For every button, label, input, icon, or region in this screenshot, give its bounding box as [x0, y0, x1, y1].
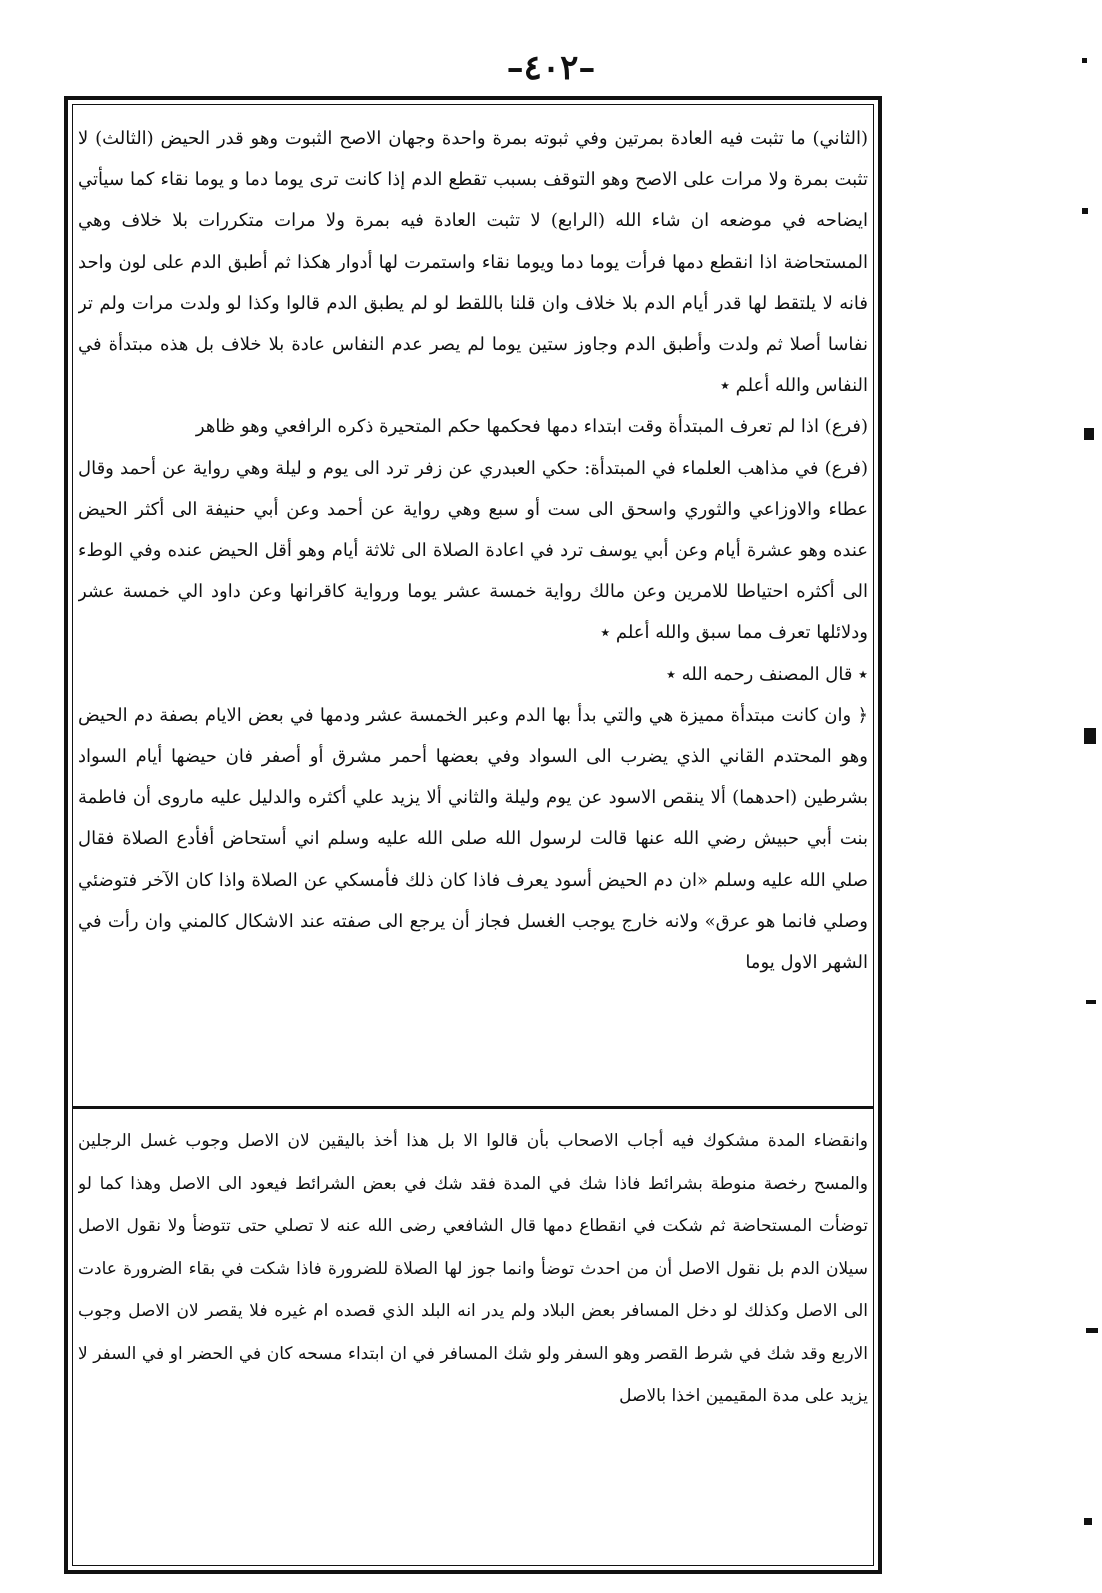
scan-speck [1086, 1328, 1098, 1333]
main-text-block [78, 118, 868, 1108]
scan-speck [1084, 428, 1094, 440]
scan-speck [1082, 58, 1087, 63]
scan-speck [1084, 1518, 1092, 1525]
scan-speck [1084, 728, 1096, 744]
main-paragraph-5: ﴿ وان كانت مبتدأة مميزة هي والتي بدأ بها الدم وعبر الخمسة عشر ودمها في بعض الايام بصفة دم الحيض وهو المحتدم القاني الذي يضرب الى السواد وفي بعضها أحمر مشرق أو أصفر فان حيضها أيام السواد بشرطين (احدهما) ألا ينقص الاسود عن يوم وليلة والثاني ألا يزيد علي أكثره والدليل عليه ماروى أن فاطمة بنت أبي حبيش رضي الله عنها قالت لرسول الله صلى الله عليه وسلم اني أستحاض أفأدع الصلاة فقال صلي الله عليه وسلم «ان دم الحيض أسود يعرف فاذا كان ذلك فأمسكي عن الصلاة واذا كان الآخر فتوضئي وصلي فانما هو عرق» ولانه خارج يوجب الغسل فجاز أن يرجع الى صفته عند الاشكال كالمني وان رأت في الشهر الاول يوما [78, 704, 868, 974]
section-divider [72, 1106, 874, 1109]
scan-speck [1082, 208, 1088, 214]
commentary-text-block [78, 1120, 868, 1548]
main-paragraph-4: ٭ قال المصنف رحمه الله ٭ [666, 663, 868, 685]
commentary-paragraph-1: وانقضاء المدة مشكوك فيه أجاب الاصحاب بأن قالوا الا بل هذا أخذ باليقين لان الاصل وجوب غسل الرجلين والمسح رخصة منوطة بشرائط فاذا شك في المدة فقد شك في بعض الشرائط فيعود الى الاصل وهذا كما لو توضأت المستحاضة ثم شكت في انقطاع دمها قال الشافعي رضى الله عنه لا تصلي حتى تتوضأ ولا نقول الاصل سيلان الدم بل نقول الاصل أن من احدث توضأ وانما جوز لها الصلاة للضرورة فاذا شكت في بقاء الضرورة عادت الى الاصل وكذلك لو دخل المسافر بعض البلاد ولم يدر انه البلد الذي قصده ام غيره فلا يقصر لان الاصل وجوب الاربع وقد شك في شرط القصر وهو السفر ولو شك المسافر في ان ابتداء مسحه كان في الحضر او في السفر لا يزيد على مدة المقيمين اخذا بالاصل [78, 1131, 868, 1406]
main-paragraph-3: (فرع) في مذاهب العلماء في المبتدأة: حكي العبدري عن زفر ترد الى يوم و ليلة وهي رواية عن أحمد وقال عطاء والاوزاعي والثوري واسحق الى ست أو سبع وهي رواية عن أحمد وعن أبي حنيفة الى أكثر الحيض عنده وهو عشرة أيام وعن أبي يوسف ترد في اعادة الصلاة الى ثلاثة أيام وهو أقل الحيض عنده وفي الوطء الى أكثره احتياطا للامرين وعن مالك رواية خمسة عشر يوما ورواية كاقرانها وعن داود الي خمسة عشر ودلائلها تعرف مما سبق والله أعلم ٭ [78, 457, 868, 644]
scan-speck [1086, 1000, 1096, 1004]
page-number: –٤٠٢– [506, 48, 596, 88]
main-paragraph-1: (الثاني) ما تثبت فيه العادة بمرتين وفي ثبوته بمرة واحدة وجهان الاصح الثبوت وهو قدر الحيض (الثالث) لا تثبت بمرة ولا مرات على الاصح وهو التوقف بسبب تقطع الدم إذا كانت ترى يوما دما و يوما نقاء كما سيأتي ايضاحه في موضعه ان شاء الله (الرابع) لا تثبت العادة فيه بمرة ولا مرات متكررات بلا خلاف وهي المستحاضة اذا انقطع دمها فرأت يوما دما ويوما نقاء واستمرت لها أدوار هكذا ثم أطبق الدم على لون واحد فانه لا يلتقط لها قدر أيام الدم بلا خلاف وان قلنا باللقط لو لم يطبق الدم قالوا وكذا لو ولدت مرات ولم تر نفاسا أصلا ثم ولدت وأطبق الدم وجاوز ستين يوما لم يصر عدم النفاس عادة بلا خلاف بل هذه مبتدأة في النفاس والله أعلم ٭ [78, 128, 868, 397]
main-paragraph-2: (فرع) اذا لم تعرف المبتدأة وقت ابتداء دمها فحكمها حكم المتحيرة ذكره الرافعي وهو ظاهر [195, 416, 868, 438]
